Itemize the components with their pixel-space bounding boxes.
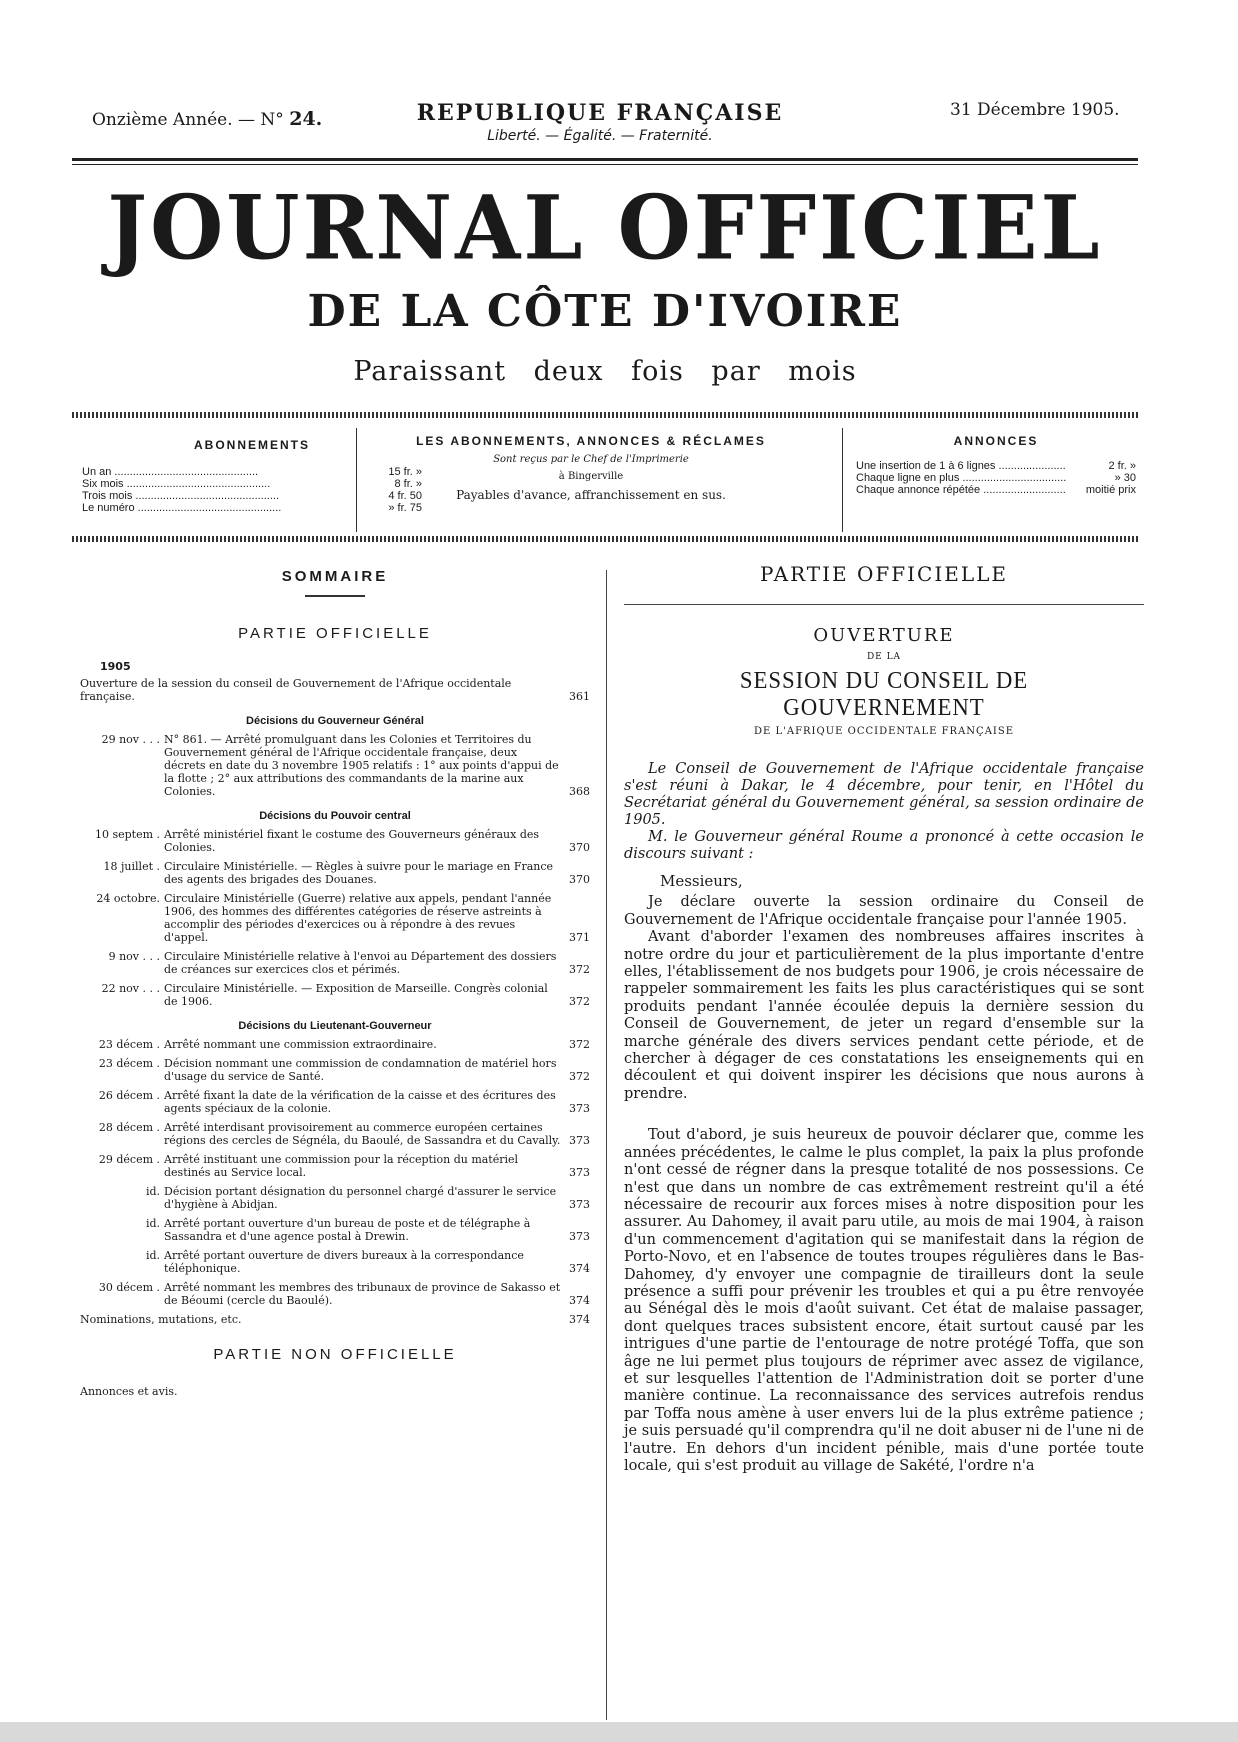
sommaire-column [80, 568, 590, 1398]
sommaire-sections [80, 715, 590, 1307]
section-heading: Décisions du Gouverneur Général [246, 715, 424, 727]
center-title: LES ABONNEMENTS, ANNONCES & RÉCLAMES [416, 434, 766, 448]
entry-text: Décision portant désignation du personnel chargé d'assurer le service d'hygiène à Abidjan. [164, 1185, 557, 1211]
entry-date: 29 décem . [98, 1153, 160, 1166]
annonce-row: Chaque annonce répétée ..... moitié prix [856, 484, 1136, 496]
entry-page: 373 [569, 1198, 590, 1211]
article-body [624, 873, 1144, 1475]
entry-page: 374 [569, 1294, 590, 1307]
center-note: Sont reçus par le Chef de l'Imprimerie [493, 454, 689, 465]
abonnements-info-block [356, 434, 826, 546]
sommaire-entry [80, 1249, 590, 1275]
article-aof: DE L'AFRIQUE OCCIDENTALE FRANÇAISE [753, 726, 1015, 737]
entry-text: Circulaire Ministérielle relative à l'envoi au Département des dossiers de créances sur exercices clos et périmés. [164, 950, 557, 976]
entry-date: 24 octobre. [96, 892, 160, 905]
sommaire-rule [305, 595, 365, 597]
republic-motto: Liberté. — Égalité. — Fraternité. [487, 128, 713, 144]
sommaire-entry [80, 733, 590, 798]
nominations-entry: Nominations, mutations, etc. 374 [80, 1313, 590, 1326]
entry-page: 372 [569, 1070, 590, 1083]
entry-page: 371 [569, 931, 590, 944]
header-rule [72, 158, 1138, 165]
entry-text: Décision nommant une commission de condamnation de matériel hors d'usage du service de Santé. [164, 1057, 557, 1083]
entry-text: Arrêté portant ouverture de divers bureaux à la correspondance téléphonique. [164, 1249, 524, 1275]
partie-non-officielle-heading: PARTIE NON OFFICIELLE [213, 1346, 457, 1363]
sommaire-entry [80, 1153, 590, 1179]
year-label: Onzième Année. — N° [92, 110, 284, 130]
entry-date: 10 septem . [94, 828, 160, 841]
article-column [624, 562, 1144, 1475]
entry-page: 370 [569, 873, 590, 886]
column-separator [606, 570, 607, 1720]
sommaire-title: SOMMAIRE [281, 568, 389, 585]
republic-title: REPUBLIQUE FRANÇAISE [416, 100, 784, 126]
entry-page: 370 [569, 841, 590, 854]
subscription-box [72, 420, 1138, 532]
body-paragraph: Tout d'abord, je suis heureux de pouvoir déclarer que, comme les années précédentes, le calme le plus complet, la paix la plus profonde n'ont cessé de régner dans la presque totalité de nos possessions. Ce n'est que dans un nombre de cas extrêmement restreint qu'il a été nécessaire de recourir aux forces mises à notre disposition pour les assurer. Au Dahomey, il avait paru utile, au mois de mai 1904, à raison d'un commencement d'agitation qui se manifestait dans la région de Porto-Novo, et en l'absence de toutes troupes régulières dans le Bas-Dahomey, d'y envoyer une compagnie de tirailleurs dont la seule présence a suffi pour prévenir les troubles et qui a pu être renvoyée au Sénégal dès le mois d'août suivant. Cet état de malaise passager, dont quelques traces subsistent encore, était surtout causé par les intrigues d'une partie de l'entourage de notre protégé Toffa, que son âge ne lui permet plus toujours de réprimer avec assez de vigilance, et sur lesquelles l'attention de l'Administration doit se porter d'une manière continue. La reconnaissance des services autrefois rendus par Toffa nous amène à user envers lui de la plus extrême patience ; je suis persuadé qu'il comprendra qu'il ne doit abuser ni de l'une ni de l'autre. En dehors d'un incident pénible, mais d'une portée toute locale, qui s'est produit au village de Sakété, l'ordre n'a [624, 1127, 1144, 1474]
article-intro [624, 761, 1144, 863]
annonce-row: Chaque ligne en plus ..... » 30 [856, 472, 1136, 484]
sommaire-entry [80, 1121, 590, 1147]
entry-date: 9 nov . . . [108, 950, 160, 963]
sommaire-entry: Ouverture de la session du conseil de Gouvernement de l'Afrique occidentale française. 361 [80, 677, 590, 703]
annonces-list [856, 460, 1136, 496]
entry-page: 372 [569, 995, 590, 1008]
entry-date: 26 décem . [98, 1089, 160, 1102]
annonce-row: Une insertion de 1 à 6 lignes ..... 2 fr. » [856, 460, 1136, 472]
partie-officielle-heading: PARTIE OFFICIELLE [238, 625, 432, 642]
entry-text: Circulaire Ministérielle. — Exposition de Marseille. Congrès colonial de 1906. [164, 982, 548, 1008]
masthead-title: JOURNAL OFFICIEL [107, 175, 1103, 280]
annonces-title: ANNONCES [953, 434, 1039, 448]
box-divider [842, 428, 843, 532]
abonnement-row: Le numéro ..... » fr. 75 [82, 502, 422, 514]
entry-date: id. [145, 1185, 160, 1198]
body-paragraph: Avant d'aborder l'examen des nombreuses affaires inscrites à notre ordre du jour et particulièrement de la plus importante d'entre elles, l'établissement de nos budgets pour 1906, je crois nécessaire de rappeler sommairement les faits les plus caractéristiques qui se sont produits pendant l'année écoulée depuis la dernière session du Conseil de Gouvernement, de jeter un regard d'ensemble sur la marche générale des divers services pendant cette période, et de chercher à dégager de ces constatations les enseignements qui en découlent et qui doivent inspirer les décisions que nous aurons à prendre. [624, 929, 1144, 1102]
entry-date: 18 juillet . [103, 860, 160, 873]
article-de-la: DE LA [866, 652, 902, 662]
masthead-frequency: Paraissant deux fois par mois [353, 356, 857, 387]
entry-date: 30 décem . [98, 1281, 160, 1294]
sommaire-entry [80, 1089, 590, 1115]
abonnements-title: ABONNEMENTS [193, 438, 310, 452]
sommaire-entry [80, 860, 590, 886]
entry-text: Arrêté portant ouverture d'un bureau de poste et de télégraphe à Sassandra et d'une agence postal à Drewin. [164, 1217, 531, 1243]
sommaire-entry [80, 1217, 590, 1243]
intro-paragraph: M. le Gouverneur général Roume a prononcé à cette occasion le discours suivant : [624, 829, 1144, 862]
entry-date: 28 décem . [98, 1121, 160, 1134]
issue-num: 24. [289, 108, 323, 130]
entry-page: 372 [569, 963, 590, 976]
sommaire-year: 1905 [100, 660, 131, 673]
entry-page: 373 [569, 1166, 590, 1179]
republic-heading [400, 100, 800, 144]
entry-date: 29 nov . . . [101, 733, 160, 746]
entry-date: id. [145, 1217, 160, 1230]
entry-text: Arrêté ministériel fixant le costume des Gouverneurs généraux des Colonies. [164, 828, 540, 854]
article-ouverture: OUVERTURE [813, 625, 955, 646]
intro-paragraph: Le Conseil de Gouvernement de l'Afrique occidentale française s'est réuni à Dakar, le 4 décembre, pour tenir, en l'Hôtel du Secrétariat général du Gouvernement général, sa session ordinaire de 1905. [624, 761, 1144, 828]
subscription-top-rule [72, 412, 1138, 418]
article-partie-heading: PARTIE OFFICIELLE [760, 562, 1008, 586]
sommaire-entry [80, 982, 590, 1008]
sommaire-entry [80, 1057, 590, 1083]
entry-date: 22 nov . . . [101, 982, 160, 995]
annonces-block [856, 434, 1136, 546]
abonnement-row: Un an ..... 15 fr. » [82, 466, 422, 478]
entry-date: 23 décem . [98, 1038, 160, 1051]
entry-text: N° 861. — Arrêté promulguant dans les Colonies et Territoires du Gouvernement général de l'Afrique occidentale française, deux décrets en date du 3 novembre 1905 relatifs : 1° aux points d'appui de la flotte ; 2° aux attributions des commandants de la marine aux Colonies. [164, 733, 559, 798]
article-session-title: SESSION DU CONSEIL DE GOUVERNEMENT [739, 668, 1029, 721]
entry-text: Arrêté nommant les membres des tribunaux de province de Sakasso et de Béoumi (cercle du Baoulé). [164, 1281, 561, 1307]
entry-text: Circulaire Ministérielle (Guerre) relative aux appels, pendant l'année 1906, des hommes des différentes catégories de réserve astreints à accomplir des périodes d'exercices ou à répondre à des revues d'appel. [164, 892, 552, 944]
sommaire-entry [80, 892, 590, 944]
entry-page: 374 [569, 1262, 590, 1275]
issue-date: 31 Décembre 1905. [950, 100, 1120, 120]
section-heading: Décisions du Pouvoir central [259, 810, 411, 822]
entry-text: Arrêté fixant la date de la vérification de la caisse et des écritures des agents spéciaux de la colonie. [164, 1089, 556, 1115]
section-heading: Décisions du Lieutenant-Gouverneur [238, 1020, 432, 1032]
article-rule [624, 604, 1144, 605]
sommaire-entry [80, 950, 590, 976]
body-paragraph: Je déclare ouverte la session ordinaire du Conseil de Gouvernement de l'Afrique occidentale française pour l'année 1905. [624, 894, 1144, 928]
sommaire-entry [80, 1281, 590, 1307]
sommaire-entry [80, 1185, 590, 1211]
issue-number [92, 108, 322, 130]
abonnement-row: Trois mois ..... 4 fr. 50 [82, 490, 422, 502]
masthead-subtitle: DE LA CÔTE D'IVOIRE [307, 286, 903, 337]
entry-page: 372 [569, 1038, 590, 1051]
scan-bottom-edge [0, 1722, 1238, 1742]
subscription-bottom-rule [72, 536, 1138, 542]
entry-page: 368 [569, 785, 590, 798]
entry-text: Circulaire Ministérielle. — Règles à suivre pour le mariage en France des agents des brigades des Douanes. [164, 860, 554, 886]
salutation: Messieurs, [660, 872, 743, 890]
entry-page: 373 [569, 1134, 590, 1147]
entry-page: 373 [569, 1102, 590, 1115]
abonnement-row: Six mois ..... 8 fr. » [82, 478, 422, 490]
entry-text: Arrêté instituant une commission pour la réception du matériel destinés au Service local. [164, 1153, 519, 1179]
entry-text: Arrêté nommant une commission extraordinaire. [164, 1038, 437, 1051]
center-town: à Bingerville [558, 471, 624, 482]
entry-date: id. [145, 1249, 160, 1262]
entry-date: 23 décem . [98, 1057, 160, 1070]
center-pay: Payables d'avance, affranchissement en sus. [456, 488, 726, 502]
annonces-avis: Annonces et avis. [80, 1385, 178, 1398]
sommaire-entry [80, 1038, 590, 1051]
sommaire-entry [80, 828, 590, 854]
entry-page: 373 [569, 1230, 590, 1243]
entry-text: Arrêté interdisant provisoirement au commerce européen certaines régions des cercles de Ségnéla, du Baoulé, de Sassandra et du Cavally. [164, 1121, 561, 1147]
